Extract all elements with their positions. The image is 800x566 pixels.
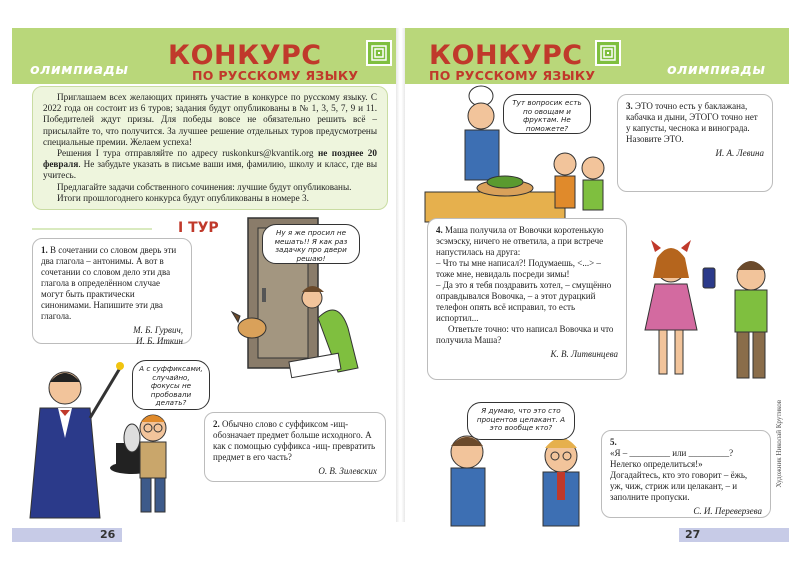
question-1-author-2: И. Б. Иткин [136, 336, 183, 346]
contest-title: КОНКУРС [168, 40, 322, 71]
intro-deadline: не позднее 20 февраля [43, 148, 377, 170]
question-5-text: Догадайтесь, кто это говорит – ёжь, уж, чиж, стриж или целакант, – и заполните пропуски. [610, 470, 748, 502]
question-1-number: 1. [41, 245, 48, 255]
question-3-author: И. А. Левина [715, 148, 764, 158]
right-page [405, 28, 789, 541]
intro-paragraph-1: Приглашаем всех желающих принять участие в конкурсе по русскому языку. С 2022 года он состоит из 6 туров; задания будут опубликованы в № 1, 3, 5, 7, 9 и 11. Победителей ждут призы. Для победы вовсе не обязательно решить всё – присылайте то, что получится. За лучшее решение отдельных туров предусмотрены специальные премии. Желаем успеха! [43, 92, 377, 147]
magician-speech-bubble: А с суффиксами, случайно, фокусы не пробовали делать? [132, 360, 210, 410]
contest-subtitle-right: ПО РУССКОМУ ЯЗЫКУ [429, 68, 596, 83]
thinking-speech-bubble: Я думаю, что это сто процентов целакант. А это вообще кто? [467, 402, 575, 440]
question-5-number: 5. [610, 437, 617, 447]
intro-paragraph-4: Итоги прошлогоднего конкурса будут опубликованы в номере 3. [57, 192, 309, 203]
left-page [12, 28, 396, 541]
illustrator-credit: Художник Николай Крутиков [775, 400, 783, 488]
question-1-text: В сочетании со словом дверь эти два глагола – антонимы. А вот в сочетании со словом дело эти два глагола в определённом случае могут быть практически синонимами. Напишите эти два глагола. [41, 245, 177, 321]
question-4-dialogue-1: – Что ты мне написал?! Подумаешь, <...> – тоже мне, невидаль посреди зимы! [436, 258, 601, 279]
intro-instructions: . Не забудьте указать в письме ваши имя, фамилию, школу и класс, где вы учитесь. [43, 159, 377, 181]
section-tag: олимпиады [30, 62, 129, 78]
door-speech-bubble: Ну я же просил не мешать!! Я как раз задачку про двери решаю! [262, 224, 360, 264]
tour-divider [32, 228, 152, 230]
page-number-bar-left [12, 528, 122, 542]
question-2 [204, 412, 386, 482]
question-5 [601, 430, 771, 518]
question-5-author: С. И. Переверзева [693, 506, 762, 516]
question-4-text: Маша получила от Вовочки коротенькую эсэмэску, ничего не ответила, а при встрече напустилась на друга: [436, 225, 604, 257]
page-number-right: 27 [685, 528, 701, 541]
question-2-text: Обычно слово с суффиксом -ищ- обозначает предмет больше исходного. А как с помощью суффикса -ищ- превратить предмет в его часть? [213, 419, 376, 462]
page-number-left: 26 [100, 528, 116, 541]
page-number-bar-right [679, 528, 789, 542]
question-2-author: О. В. Зилевских [318, 466, 377, 476]
section-tag-right: олимпиады [667, 62, 766, 78]
intro-address-text: Решения I тура отправляйте по адресу ruskonkurs@kvantik.org [57, 148, 318, 159]
kvantik-logo-icon [366, 40, 392, 66]
question-4-dialogue-2: – Да это я тебя поздравить хотел, – смущённо оправдывался Вовочка, – а этот дурацкий телефон опять всё исправил, то есть испортил... [436, 280, 612, 323]
question-5-quote-line-2: Нелегко определиться!» [610, 459, 703, 469]
contest-subtitle: ПО РУССКОМУ ЯЗЫКУ [192, 68, 359, 83]
question-1 [32, 238, 192, 344]
contest-title-right: КОНКУРС [429, 40, 583, 71]
tour-label: I ТУР [178, 220, 219, 236]
intro-paragraph-2 [43, 148, 377, 182]
question-3-text: ЭТО точно есть у баклажана, кабачка и дыни, ЭТОГО точно нет у капусты, чеснока и винограда. Назовите ЭТО. [626, 101, 758, 144]
question-5-quote-line-1: «Я – _________ или _________? [610, 448, 734, 458]
question-4-number: 4. [436, 225, 443, 235]
question-4-ask: Ответьте точно: что написал Вовочка и что получила Маша? [436, 324, 614, 345]
intro-paragraph-3: Предлагайте задачи собственного сочинения: лучшие будут опубликованы. [57, 181, 352, 192]
intro-announcement [32, 86, 388, 210]
question-3-number: 3. [626, 101, 633, 111]
spine-gutter [396, 28, 405, 522]
question-2-number: 2. [213, 419, 220, 429]
kvantik-logo-icon-right [595, 40, 621, 66]
boy-with-glasses-illustration [128, 408, 178, 518]
question-4 [427, 218, 627, 380]
phone-argument-illustration [631, 228, 781, 388]
question-1-author-1: М. Б. Гурвич, [133, 325, 183, 335]
question-3 [617, 94, 773, 192]
question-4-author: К. В. Литвинцева [550, 349, 618, 359]
cook-speech-bubble: Тут вопросик есть по овощам и фруктам. Не поможете? [503, 94, 591, 134]
